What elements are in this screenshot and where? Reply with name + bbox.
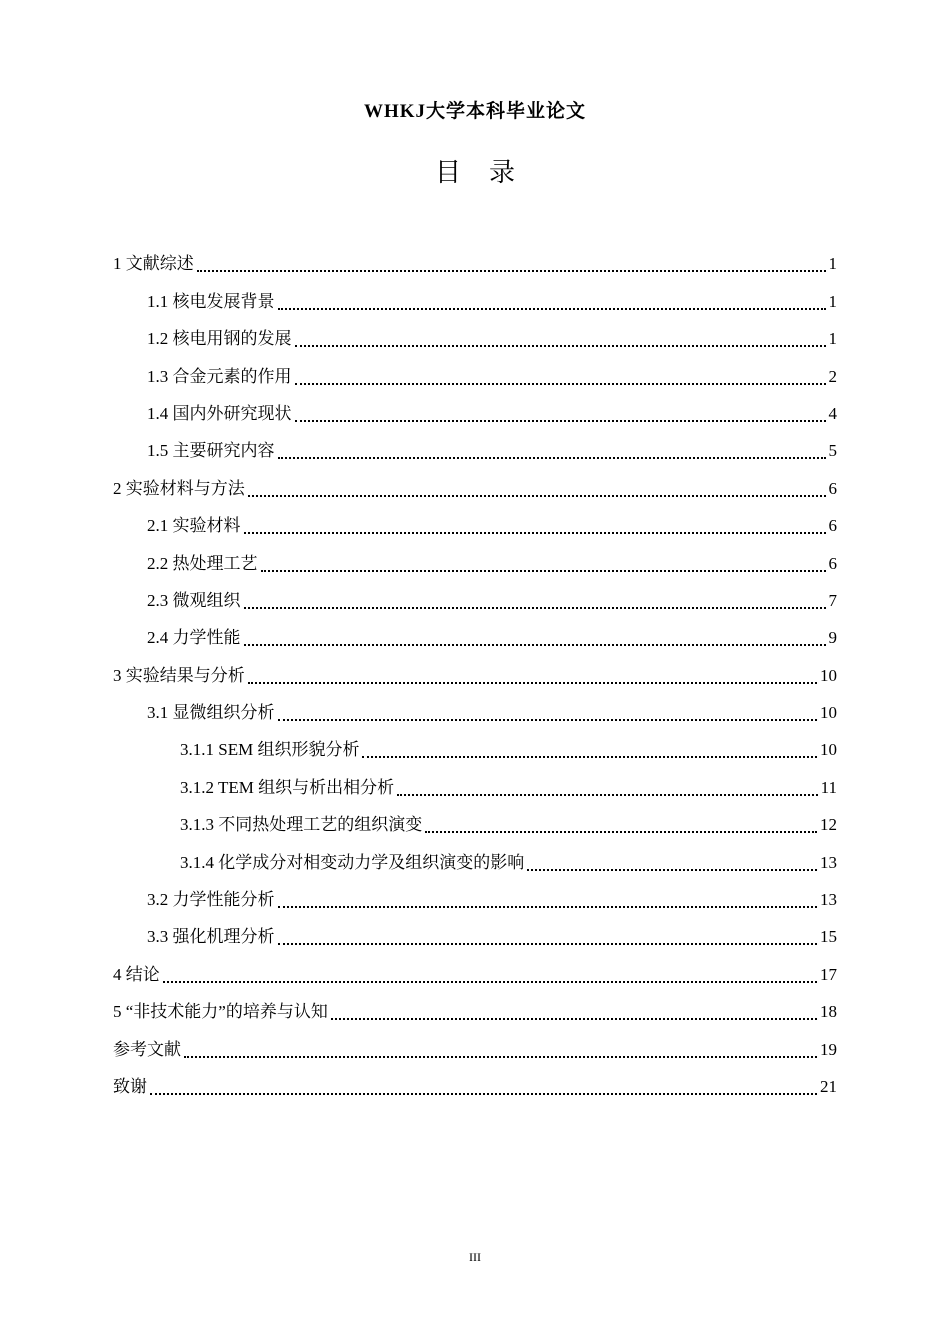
toc-entry-page: 19: [820, 1039, 837, 1059]
toc-entry[interactable]: [113, 694, 837, 731]
toc-entry[interactable]: [113, 881, 837, 918]
dot-leader: [244, 531, 826, 534]
toc-entry-page: 4: [828, 403, 837, 423]
dot-leader: [278, 905, 818, 908]
toc-entry-page: 1: [828, 254, 837, 274]
toc-entry-label: 3.1 显微组织分析: [147, 703, 275, 723]
toc-entry-page: 17: [820, 964, 837, 984]
toc-entry[interactable]: [113, 245, 837, 282]
toc-entry-page: 6: [828, 516, 837, 536]
dot-leader: [278, 307, 826, 310]
toc-entry[interactable]: [113, 432, 837, 469]
toc-entry[interactable]: [113, 656, 837, 693]
toc-entry-page: 10: [820, 703, 837, 723]
dot-leader: [278, 718, 818, 721]
toc-entry-label: 1.4 国内外研究现状: [147, 403, 292, 423]
toc-entry-page: 11: [820, 777, 837, 797]
dot-leader: [163, 980, 817, 983]
toc-entry[interactable]: [113, 357, 837, 394]
dot-leader: [248, 681, 817, 684]
toc-entry-label: 致谢: [113, 1076, 147, 1096]
toc-entry-page: 9: [828, 628, 837, 648]
toc-entry-label: 3.1.1 SEM 组织形貌分析: [180, 740, 360, 760]
toc-entry[interactable]: [113, 544, 837, 581]
toc-entry[interactable]: [113, 1030, 837, 1067]
dot-leader: [150, 1092, 817, 1095]
toc-entry-page: 18: [820, 1002, 837, 1022]
toc-entry[interactable]: [113, 469, 837, 506]
page-number: III: [469, 1250, 481, 1264]
dot-leader: [527, 868, 817, 871]
toc-entry[interactable]: [113, 507, 837, 544]
toc-entry-page: 6: [828, 553, 837, 573]
dot-leader: [295, 344, 826, 347]
toc-entry[interactable]: [113, 806, 837, 843]
toc-entry-page: 12: [820, 815, 837, 835]
dot-leader: [261, 569, 826, 572]
toc-entry-page: 13: [820, 890, 837, 910]
toc-entry-label: 3 实验结果与分析: [113, 665, 245, 685]
toc-entry-page: 21: [820, 1076, 837, 1096]
toc-entry[interactable]: [113, 843, 837, 880]
dot-leader: [184, 1055, 817, 1058]
toc-entry[interactable]: [113, 582, 837, 619]
toc-entry-page: 13: [820, 852, 837, 872]
toc-entry-label: 3.2 力学性能分析: [147, 890, 275, 910]
toc-entry[interactable]: [113, 768, 837, 805]
toc-entry-label: 1.1 核电发展背景: [147, 291, 275, 311]
toc-entry-label: 1.5 主要研究内容: [147, 441, 275, 461]
toc-entry-label: 1.3 合金元素的作用: [147, 366, 292, 386]
toc-entry-label: 2.4 力学性能: [147, 628, 241, 648]
toc-entry-label: 3.1.3 不同热处理工艺的组织演变: [180, 815, 423, 835]
toc-title: 目录: [434, 158, 543, 187]
toc-entry-page: 5: [828, 441, 837, 461]
dot-leader: [278, 942, 818, 945]
dot-leader: [278, 456, 826, 459]
toc-entry[interactable]: [113, 731, 837, 768]
toc-entry-label: 2.2 热处理工艺: [147, 553, 258, 573]
toc-entry-label: 5 “非技术能力”的培养与认知: [113, 1002, 328, 1022]
toc-entry[interactable]: [113, 1068, 837, 1105]
toc-entry-label: 3.1.4 化学成分对相变动力学及组织演变的影响: [180, 852, 525, 872]
toc-entry[interactable]: [113, 320, 837, 357]
table-of-contents: [113, 245, 837, 1105]
toc-entry-label: 3.3 强化机理分析: [147, 927, 275, 947]
toc-entry-page: 7: [828, 590, 837, 610]
toc-entry-label: 2 实验材料与方法: [113, 478, 245, 498]
dot-leader: [248, 494, 826, 497]
toc-entry-label: 1.2 核电用钢的发展: [147, 329, 292, 349]
toc-entry[interactable]: [113, 955, 837, 992]
toc-entry[interactable]: [113, 993, 837, 1030]
toc-entry-page: 1: [828, 329, 837, 349]
toc-entry[interactable]: [113, 918, 837, 955]
toc-entry[interactable]: [113, 282, 837, 319]
toc-entry[interactable]: [113, 619, 837, 656]
dot-leader: [425, 830, 817, 833]
toc-entry-label: 2.3 微观组织: [147, 590, 241, 610]
dot-leader: [295, 382, 826, 385]
toc-entry[interactable]: [113, 395, 837, 432]
document-header: WHKJ大学本科毕业论文: [363, 101, 587, 122]
toc-entry-page: 10: [820, 740, 837, 760]
dot-leader: [244, 643, 826, 646]
dot-leader: [362, 755, 817, 758]
toc-entry-page: 10: [820, 665, 837, 685]
toc-entry-label: 2.1 实验材料: [147, 516, 241, 536]
toc-entry-label: 参考文献: [113, 1039, 181, 1059]
toc-entry-label: 1 文献综述: [113, 254, 194, 274]
toc-entry-page: 6: [828, 478, 837, 498]
dot-leader: [197, 269, 826, 272]
toc-entry-page: 2: [828, 366, 837, 386]
toc-entry-page: 15: [820, 927, 837, 947]
dot-leader: [397, 793, 818, 796]
toc-entry-label: 4 结论: [113, 964, 160, 984]
dot-leader: [295, 419, 826, 422]
toc-entry-page: 1: [828, 291, 837, 311]
dot-leader: [331, 1017, 817, 1020]
toc-entry-label: 3.1.2 TEM 组织与析出相分析: [180, 777, 395, 797]
dot-leader: [244, 606, 826, 609]
